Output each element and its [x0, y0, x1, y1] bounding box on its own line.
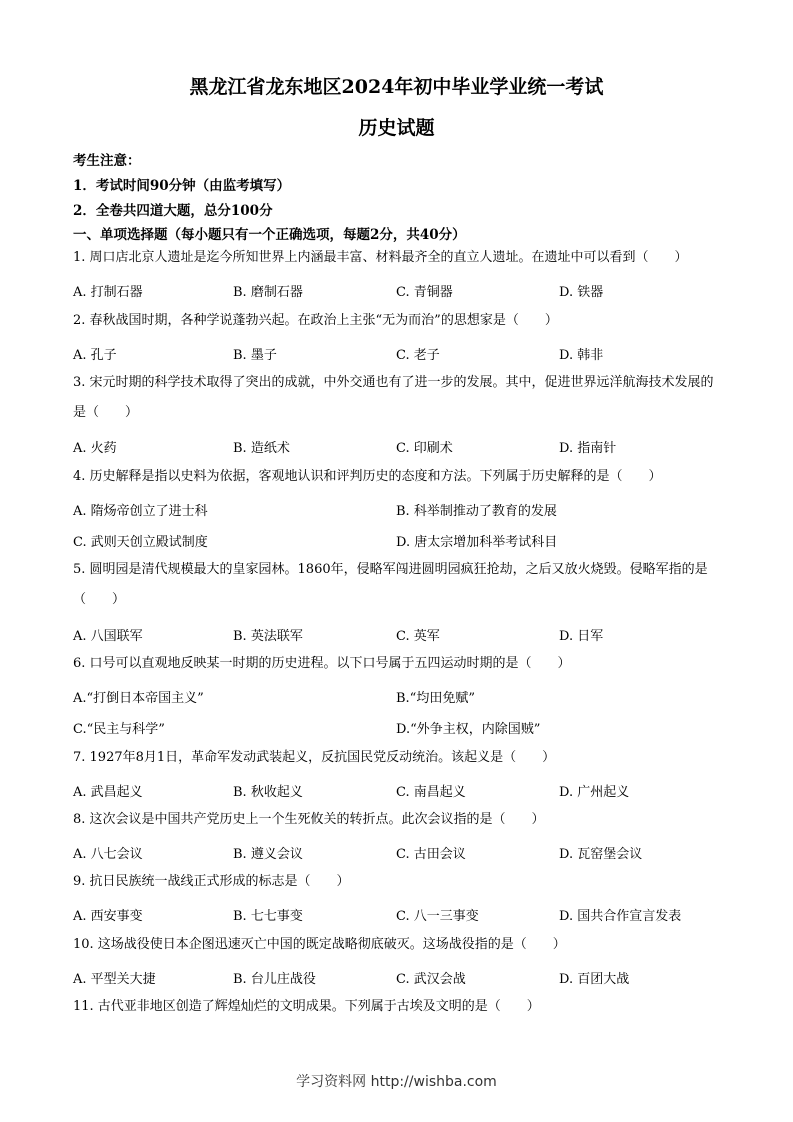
exam-subtitle: 历史试题 [358, 117, 435, 139]
option-a: A. 武昌起义 [73, 785, 143, 800]
question-stem: 10. 这场战役使日本企图迅速灭亡中国的既定战略彻底破灭。这场战役指的是（ ） [73, 937, 566, 952]
question-options [73, 625, 723, 645]
option-b: B. 台儿庄战役 [233, 972, 316, 987]
notice-item: 1．考试时间90分钟（由监考填写） [73, 178, 291, 194]
option-a: A. 孔子 [73, 348, 117, 363]
option-d: D. 指南针 [559, 441, 617, 456]
question-options [73, 968, 723, 988]
option-b: B. 墨子 [233, 348, 277, 363]
option-c: C. 青铜器 [396, 285, 453, 300]
option-b: B. 科举制推动了教育的发展 [396, 504, 557, 519]
option-c: C. 古田会议 [396, 847, 466, 862]
question-options [73, 281, 723, 301]
question-options [73, 531, 723, 551]
option-c: C. 老子 [396, 348, 440, 363]
question-stem: 7. 1927年8月1日，革命军发动武装起义，反抗国民党反动统治。该起义是（ ） [73, 750, 556, 765]
question-stem: 2. 春秋战国时期，各种学说蓬勃兴起。在政治上主张“无为而治”的思想家是（ ） [73, 313, 558, 328]
option-c: C. 印刷术 [396, 441, 453, 456]
question-stem: 5. 圆明园是清代规模最大的皇家园林。1860年，侵略军闯进圆明园疯狂抢劫，之后又放火烧毁。侵略军指的是（ ） [73, 562, 708, 607]
question-stem: 11. 古代亚非地区创造了辉煌灿烂的文明成果。下列属于古埃及文明的是（ ） [73, 999, 540, 1014]
option-b: B. 造纸术 [233, 441, 290, 456]
option-b: B.“均田免赋” [396, 691, 475, 706]
option-c: C. 武则天创立殿试制度 [73, 535, 208, 550]
question-options [73, 687, 723, 707]
option-d: D. 瓦窑堡会议 [559, 847, 643, 862]
option-b: B. 七七事变 [233, 909, 303, 924]
option-b: B. 磨制石器 [233, 285, 303, 300]
option-d: D. 唐太宗增加科举考试科目 [396, 535, 558, 550]
question-options [73, 500, 723, 520]
option-d: D. 国共合作宣言发表 [559, 909, 682, 924]
question-stem: 1. 周口店北京人遗址是迄今所知世界上内涵最丰富、材料最齐全的直立人遗址。在遗址中可以看到（ ） [73, 250, 688, 265]
option-d: D. 韩非 [559, 348, 604, 363]
option-d: D. 铁器 [559, 285, 604, 300]
question-options [73, 781, 723, 801]
option-c: C. 南昌起义 [396, 785, 466, 800]
question-options [73, 718, 723, 738]
question-options [73, 843, 723, 863]
question-stem: 9. 抗日民族统一战线正式形成的标志是（ ） [73, 874, 350, 889]
option-a: A. 隋炀帝创立了进士科 [73, 504, 208, 519]
option-a: A. 八七会议 [73, 847, 143, 862]
option-b: B. 英法联军 [233, 629, 303, 644]
option-b: B. 遵义会议 [233, 847, 303, 862]
option-a: A. 西安事变 [73, 909, 143, 924]
question-options [73, 905, 723, 925]
option-a: A. 打制石器 [73, 285, 143, 300]
question-options [73, 344, 723, 364]
option-d: D. 广州起义 [559, 785, 630, 800]
option-a: A.“打倒日本帝国主义” [73, 691, 204, 706]
notice-item: 2．全卷共四道大题，总分100分 [73, 203, 273, 219]
question-stem: 6. 口号可以直观地反映某一时期的历史进程。以下口号属于五四运动时期的是（ ） [73, 656, 571, 671]
option-a: A. 火药 [73, 441, 117, 456]
question-stem: 4. 历史解释是指以史料为依据，客观地认识和评判历史的态度和方法。下列属于历史解释的是（ ） [73, 469, 662, 484]
question-stem: 3. 宋元时期的科学技术取得了突出的成就，中外交通也有了进一步的发展。其中，促进世界远洋航海技术发展的是（ ） [73, 375, 714, 420]
question-stem: 8. 这次会议是中国共产党历史上一个生死攸关的转折点。此次会议指的是（ ） [73, 812, 545, 827]
footer-watermark: 学习资料网 http://wishba.com [296, 1074, 497, 1090]
section-heading: 一、单项选择题（每小题只有一个正确选项，每题2分，共40分） [73, 227, 466, 243]
option-c: C.“民主与科学” [73, 722, 165, 737]
option-c: C. 武汉会战 [396, 972, 466, 987]
question-options [73, 437, 723, 457]
option-c: C. 八一三事变 [396, 909, 479, 924]
option-b: B. 秋收起义 [233, 785, 303, 800]
option-c: C. 英军 [396, 629, 440, 644]
option-d: D. 百团大战 [559, 972, 630, 987]
option-d: D.“外争主权，内除国贼” [396, 722, 541, 737]
option-a: A. 八国联军 [73, 629, 143, 644]
notice-heading: 考生注意： [73, 153, 141, 169]
exam-title: 黑龙江省龙东地区2024年初中毕业学业统一考试 [189, 76, 604, 98]
option-d: D. 日军 [559, 629, 604, 644]
option-a: A. 平型关大捷 [73, 972, 156, 987]
